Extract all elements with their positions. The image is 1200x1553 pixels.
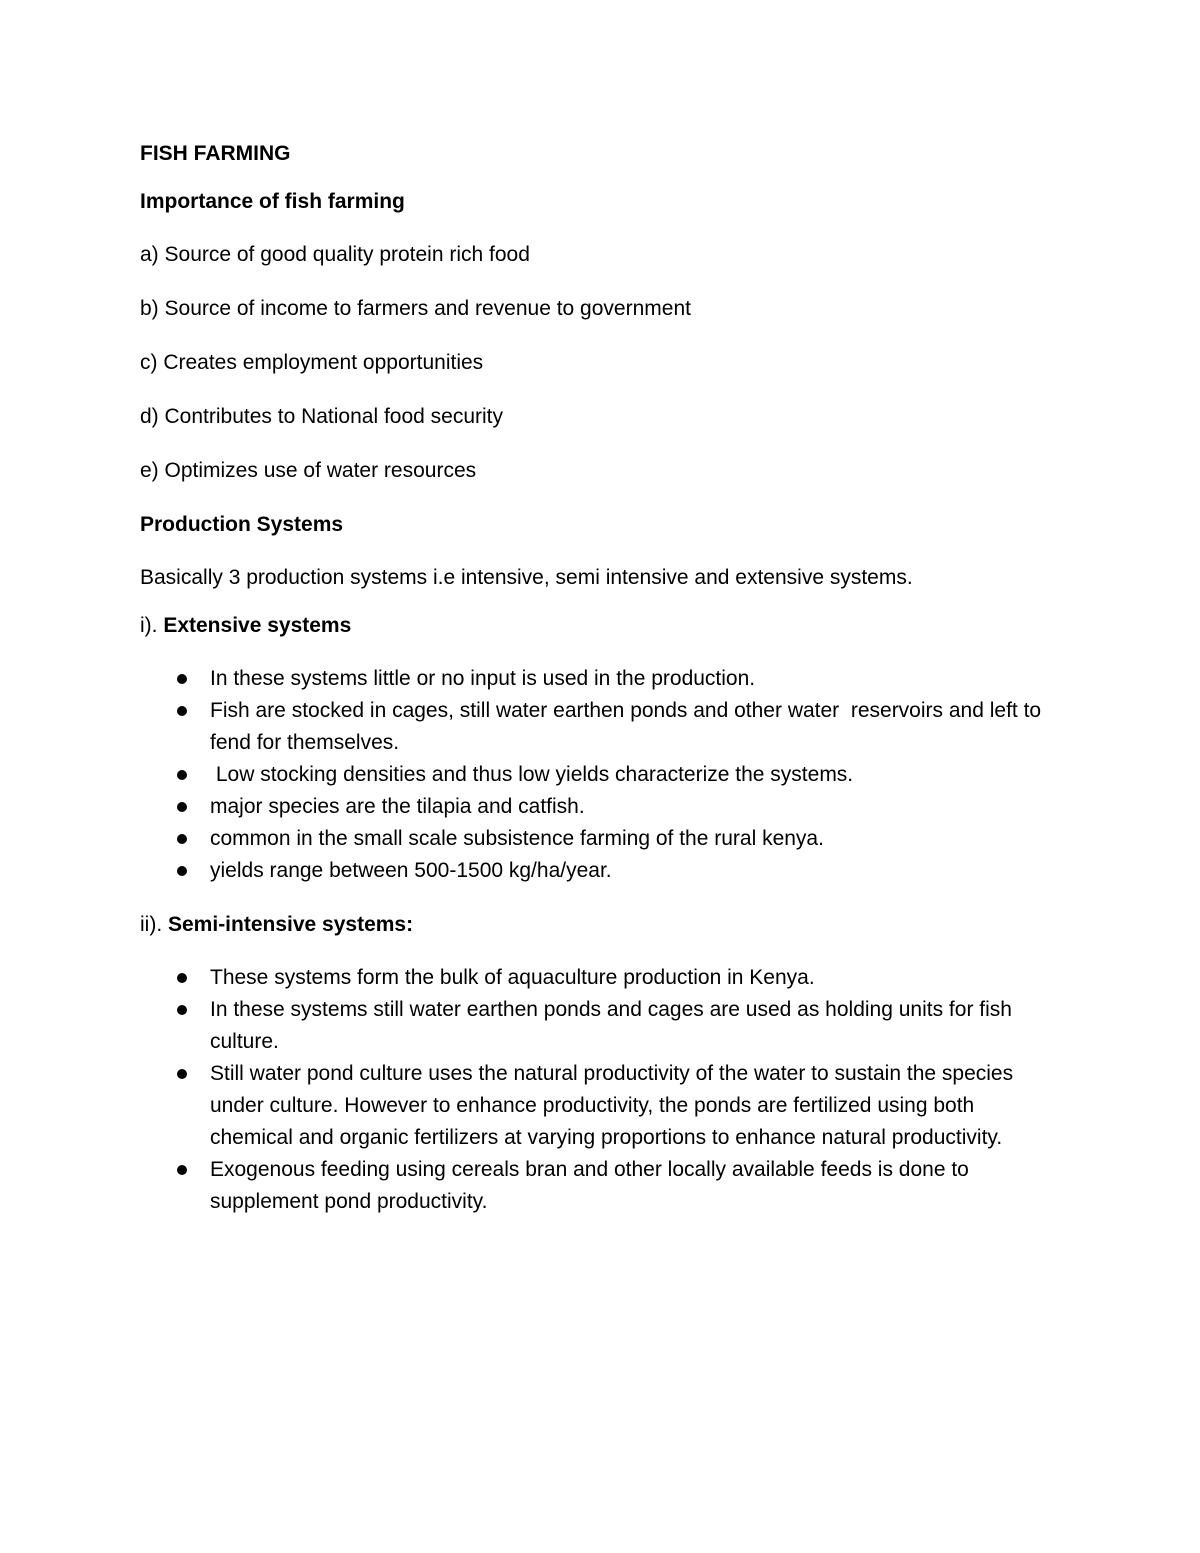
semi-intensive-title: Semi-intensive systems: xyxy=(168,913,414,936)
bullet-icon xyxy=(177,1165,187,1175)
bullet-icon xyxy=(177,1005,187,1015)
list-item xyxy=(140,994,1050,1058)
importance-item-b: b) Source of income to farmers and revenue to government xyxy=(140,297,691,320)
bullet-icon xyxy=(177,802,187,812)
list-item xyxy=(140,1154,1050,1218)
extensive-heading xyxy=(140,610,1050,642)
semi-intensive-prefix: ii). xyxy=(140,913,168,936)
document-title: FISH FARMING xyxy=(140,142,291,165)
importance-item-a: a) Source of good quality protein rich food xyxy=(140,243,530,266)
list-item xyxy=(140,791,1050,823)
bullet-icon xyxy=(177,1069,187,1079)
production-intro: Basically 3 production systems i.e intensive, semi intensive and extensive systems. xyxy=(140,566,913,589)
semi-intensive-bullet-list xyxy=(70,962,1050,1218)
extensive-title: Extensive systems xyxy=(163,614,352,637)
list-item xyxy=(140,663,1050,695)
list-item xyxy=(140,1058,1050,1154)
bullet-icon xyxy=(177,866,187,876)
bullet-icon xyxy=(177,973,187,983)
importance-item-e: e) Optimizes use of water resources xyxy=(140,459,477,482)
extensive-bullet-text: In these systems little or no input is used in the production. xyxy=(210,667,756,690)
bullet-icon xyxy=(177,770,187,780)
importance-item-c: c) Creates employment opportunities xyxy=(140,351,484,374)
importance-heading: Importance of fish farming xyxy=(140,190,405,213)
semi-intensive-bullet-text: Exogenous feeding using cereals bran and other locally available feeds is done to supplement pond productivity. xyxy=(210,1158,969,1213)
bullet-icon xyxy=(177,834,187,844)
extensive-bullet-text: Low stocking densities and thus low yields characterize the systems. xyxy=(210,763,854,786)
production-heading: Production Systems xyxy=(140,513,344,536)
extensive-bullet-text: common in the small scale subsistence farming of the rural kenya. xyxy=(210,827,824,850)
document-body xyxy=(140,138,1050,1240)
importance-item-d: d) Contributes to National food security xyxy=(140,405,504,428)
list-item xyxy=(140,855,1050,887)
list-item xyxy=(140,962,1050,994)
extensive-bullet-text: major species are the tilapia and catfish. xyxy=(210,795,585,818)
extensive-prefix: i). xyxy=(140,614,164,637)
extensive-bullet-text: yields range between 500-1500 kg/ha/year. xyxy=(210,859,612,882)
semi-intensive-bullet-text: In these systems still water earthen ponds and cages are used as holding units for fish culture. xyxy=(210,998,1012,1053)
extensive-bullet-list xyxy=(70,663,1050,887)
semi-intensive-bullet-text: These systems form the bulk of aquaculture production in Kenya. xyxy=(210,966,815,989)
semi-intensive-heading xyxy=(140,909,1050,941)
bullet-icon xyxy=(177,674,187,684)
semi-intensive-bullet-text: Still water pond culture uses the natural productivity of the water to sustain the species under culture. However to enhance productivity, the ponds are fertilized using both chemical and organic fertilizers at varying proportions to enhance natural productivity. xyxy=(210,1062,1014,1149)
list-item xyxy=(140,695,1050,759)
list-item xyxy=(140,823,1050,855)
bullet-icon xyxy=(177,706,187,716)
list-item xyxy=(140,759,1050,791)
extensive-bullet-text: Fish are stocked in cages, still water earthen ponds and other water reservoirs and left to fend for themselves. xyxy=(210,699,1047,754)
